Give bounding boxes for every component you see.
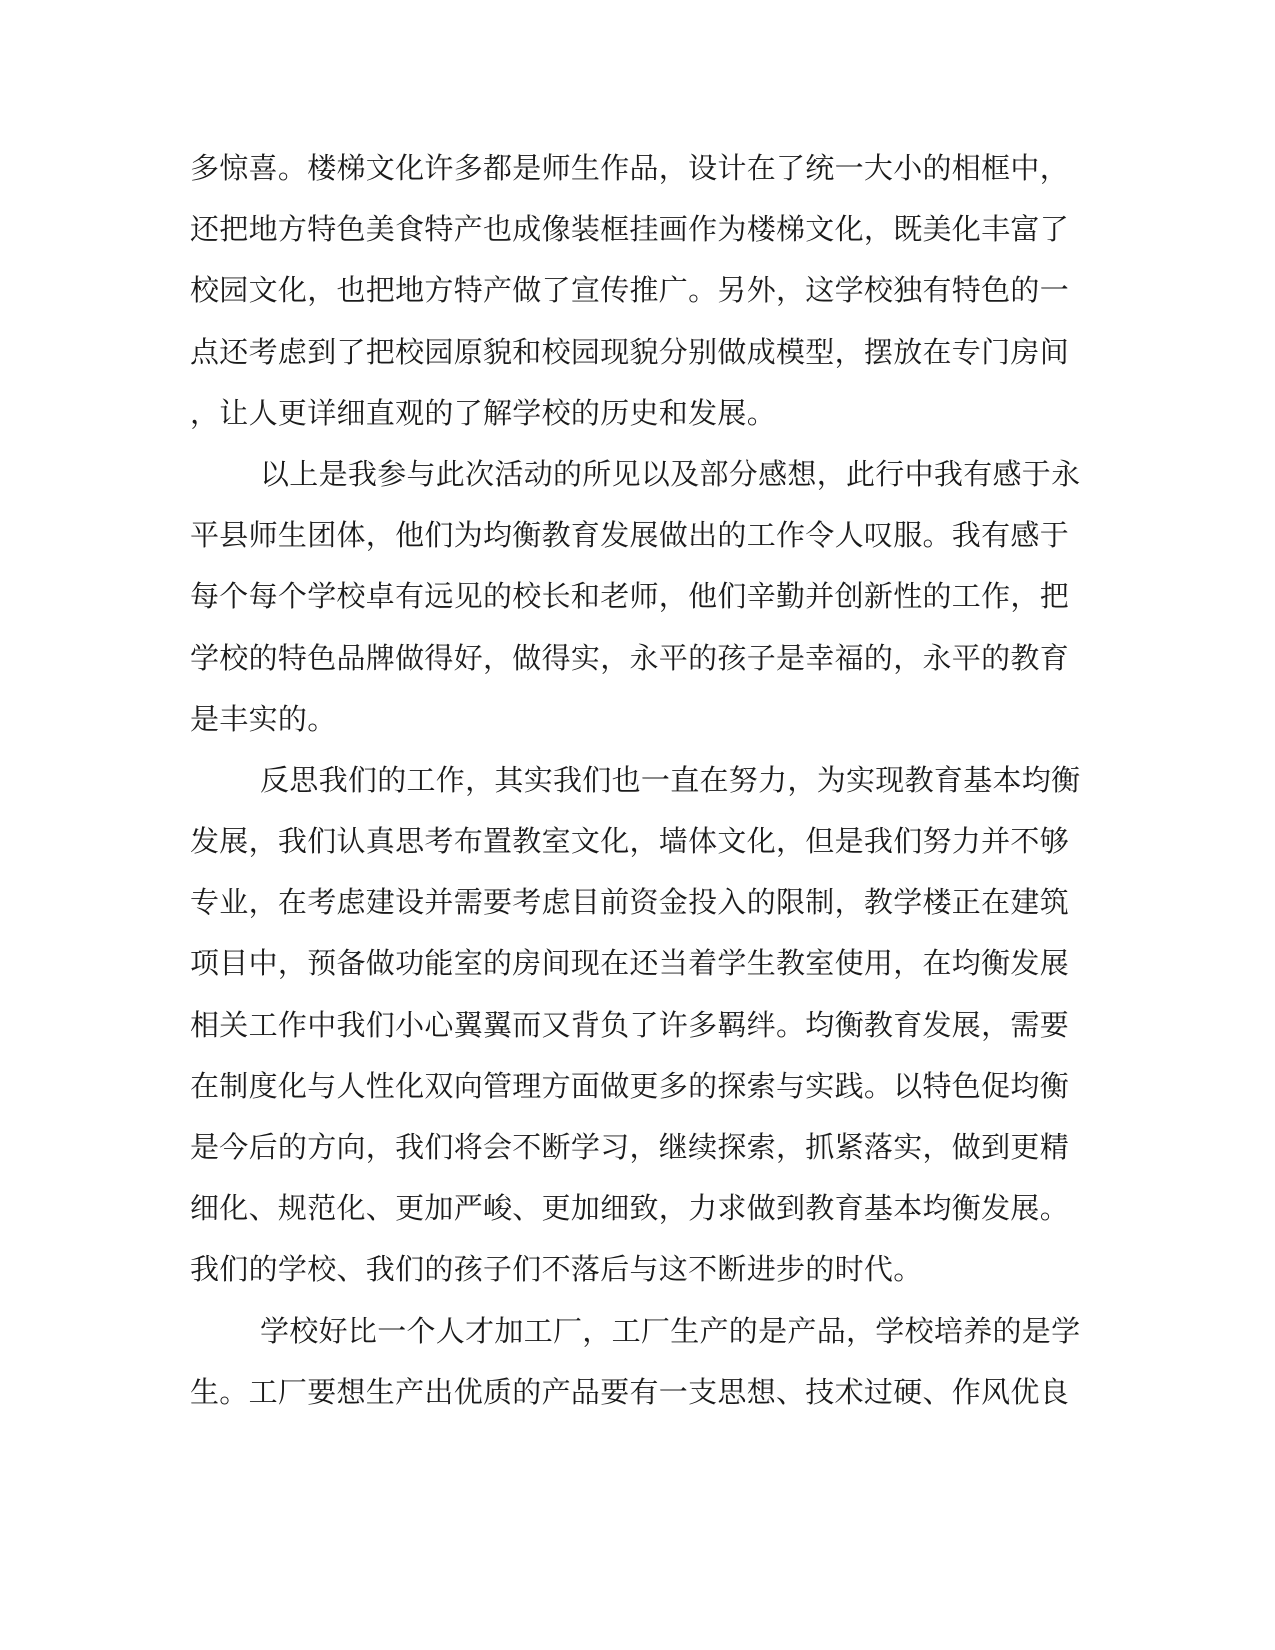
paragraph-4	[190, 1301, 1081, 1423]
text-line: 每个每个学校卓有远见的校长和老师，他们辛勤并创新性的工作，把	[190, 579, 1070, 614]
paragraph-1	[190, 138, 1070, 444]
text-line: 项目中，预备做功能室的房间现在还当着学生教室使用，在均衡发展	[190, 946, 1070, 981]
text-line: 多惊喜。楼梯文化许多都是师生作品，设计在了统一大小的相框中，	[190, 151, 1070, 185]
text-line: 生。工厂要想生产出优质的产品要有一支思想、技术过硬、作风优良	[190, 1374, 1070, 1409]
text-line: 学校好比一个人才加工厂，工厂生产的是产品，学校培养的是学	[260, 1313, 1081, 1348]
text-line: 在制度化与人性化双向管理方面做更多的探索与实践。以特色促均衡	[190, 1068, 1070, 1103]
text-line: 校园文化，也把地方特产做了宣传推广。另外，这学校独有特色的一	[190, 273, 1070, 308]
text-line: 细化、规范化、更加严峻、更加细致，力求做到教育基本均衡发展。	[190, 1191, 1070, 1226]
text-line: 点还考虑到了把校园原貌和校园现貌分别做成模型，摆放在专门房间	[190, 334, 1070, 369]
paragraph-2	[190, 444, 1081, 750]
paragraph-3	[190, 750, 1081, 1301]
text-line: 反思我们的工作，其实我们也一直在努力，为实现教育基本均衡	[260, 762, 1081, 797]
text-line: 专业，在考虑建设并需要考虑目前资金投入的限制，教学楼正在建筑	[190, 885, 1070, 920]
text-line: 是今后的方向，我们将会不断学习，继续探索，抓紧落实，做到更精	[190, 1130, 1070, 1164]
text-line: 还把地方特色美食特产也成像装框挂画作为楼梯文化，既美化丰富了	[190, 212, 1070, 247]
text-line: ，让人更详细直观的了解学校的历史和发展。	[190, 395, 777, 430]
text-line: 学校的特色品牌做得好，做得实，永平的孩子是幸福的，永平的教育	[190, 640, 1070, 675]
text-line: 发展，我们认真思考布置教室文化，墙体文化，但是我们努力并不够	[190, 824, 1070, 859]
body-text	[190, 138, 1081, 1423]
text-line: 相关工作中我们小心翼翼而又背负了许多羁绊。均衡教育发展，需要	[190, 1007, 1070, 1042]
text-line: 以上是我参与此次活动的所见以及部分感想，此行中我有感于永	[260, 456, 1081, 491]
text-line: 平县师生团体，他们为均衡教育发展做出的工作令人叹服。我有感于	[190, 518, 1070, 553]
text-line: 是丰实的。	[190, 701, 337, 736]
text-line: 我们的学校、我们的孩子们不落后与这不断进步的时代。	[190, 1252, 923, 1287]
